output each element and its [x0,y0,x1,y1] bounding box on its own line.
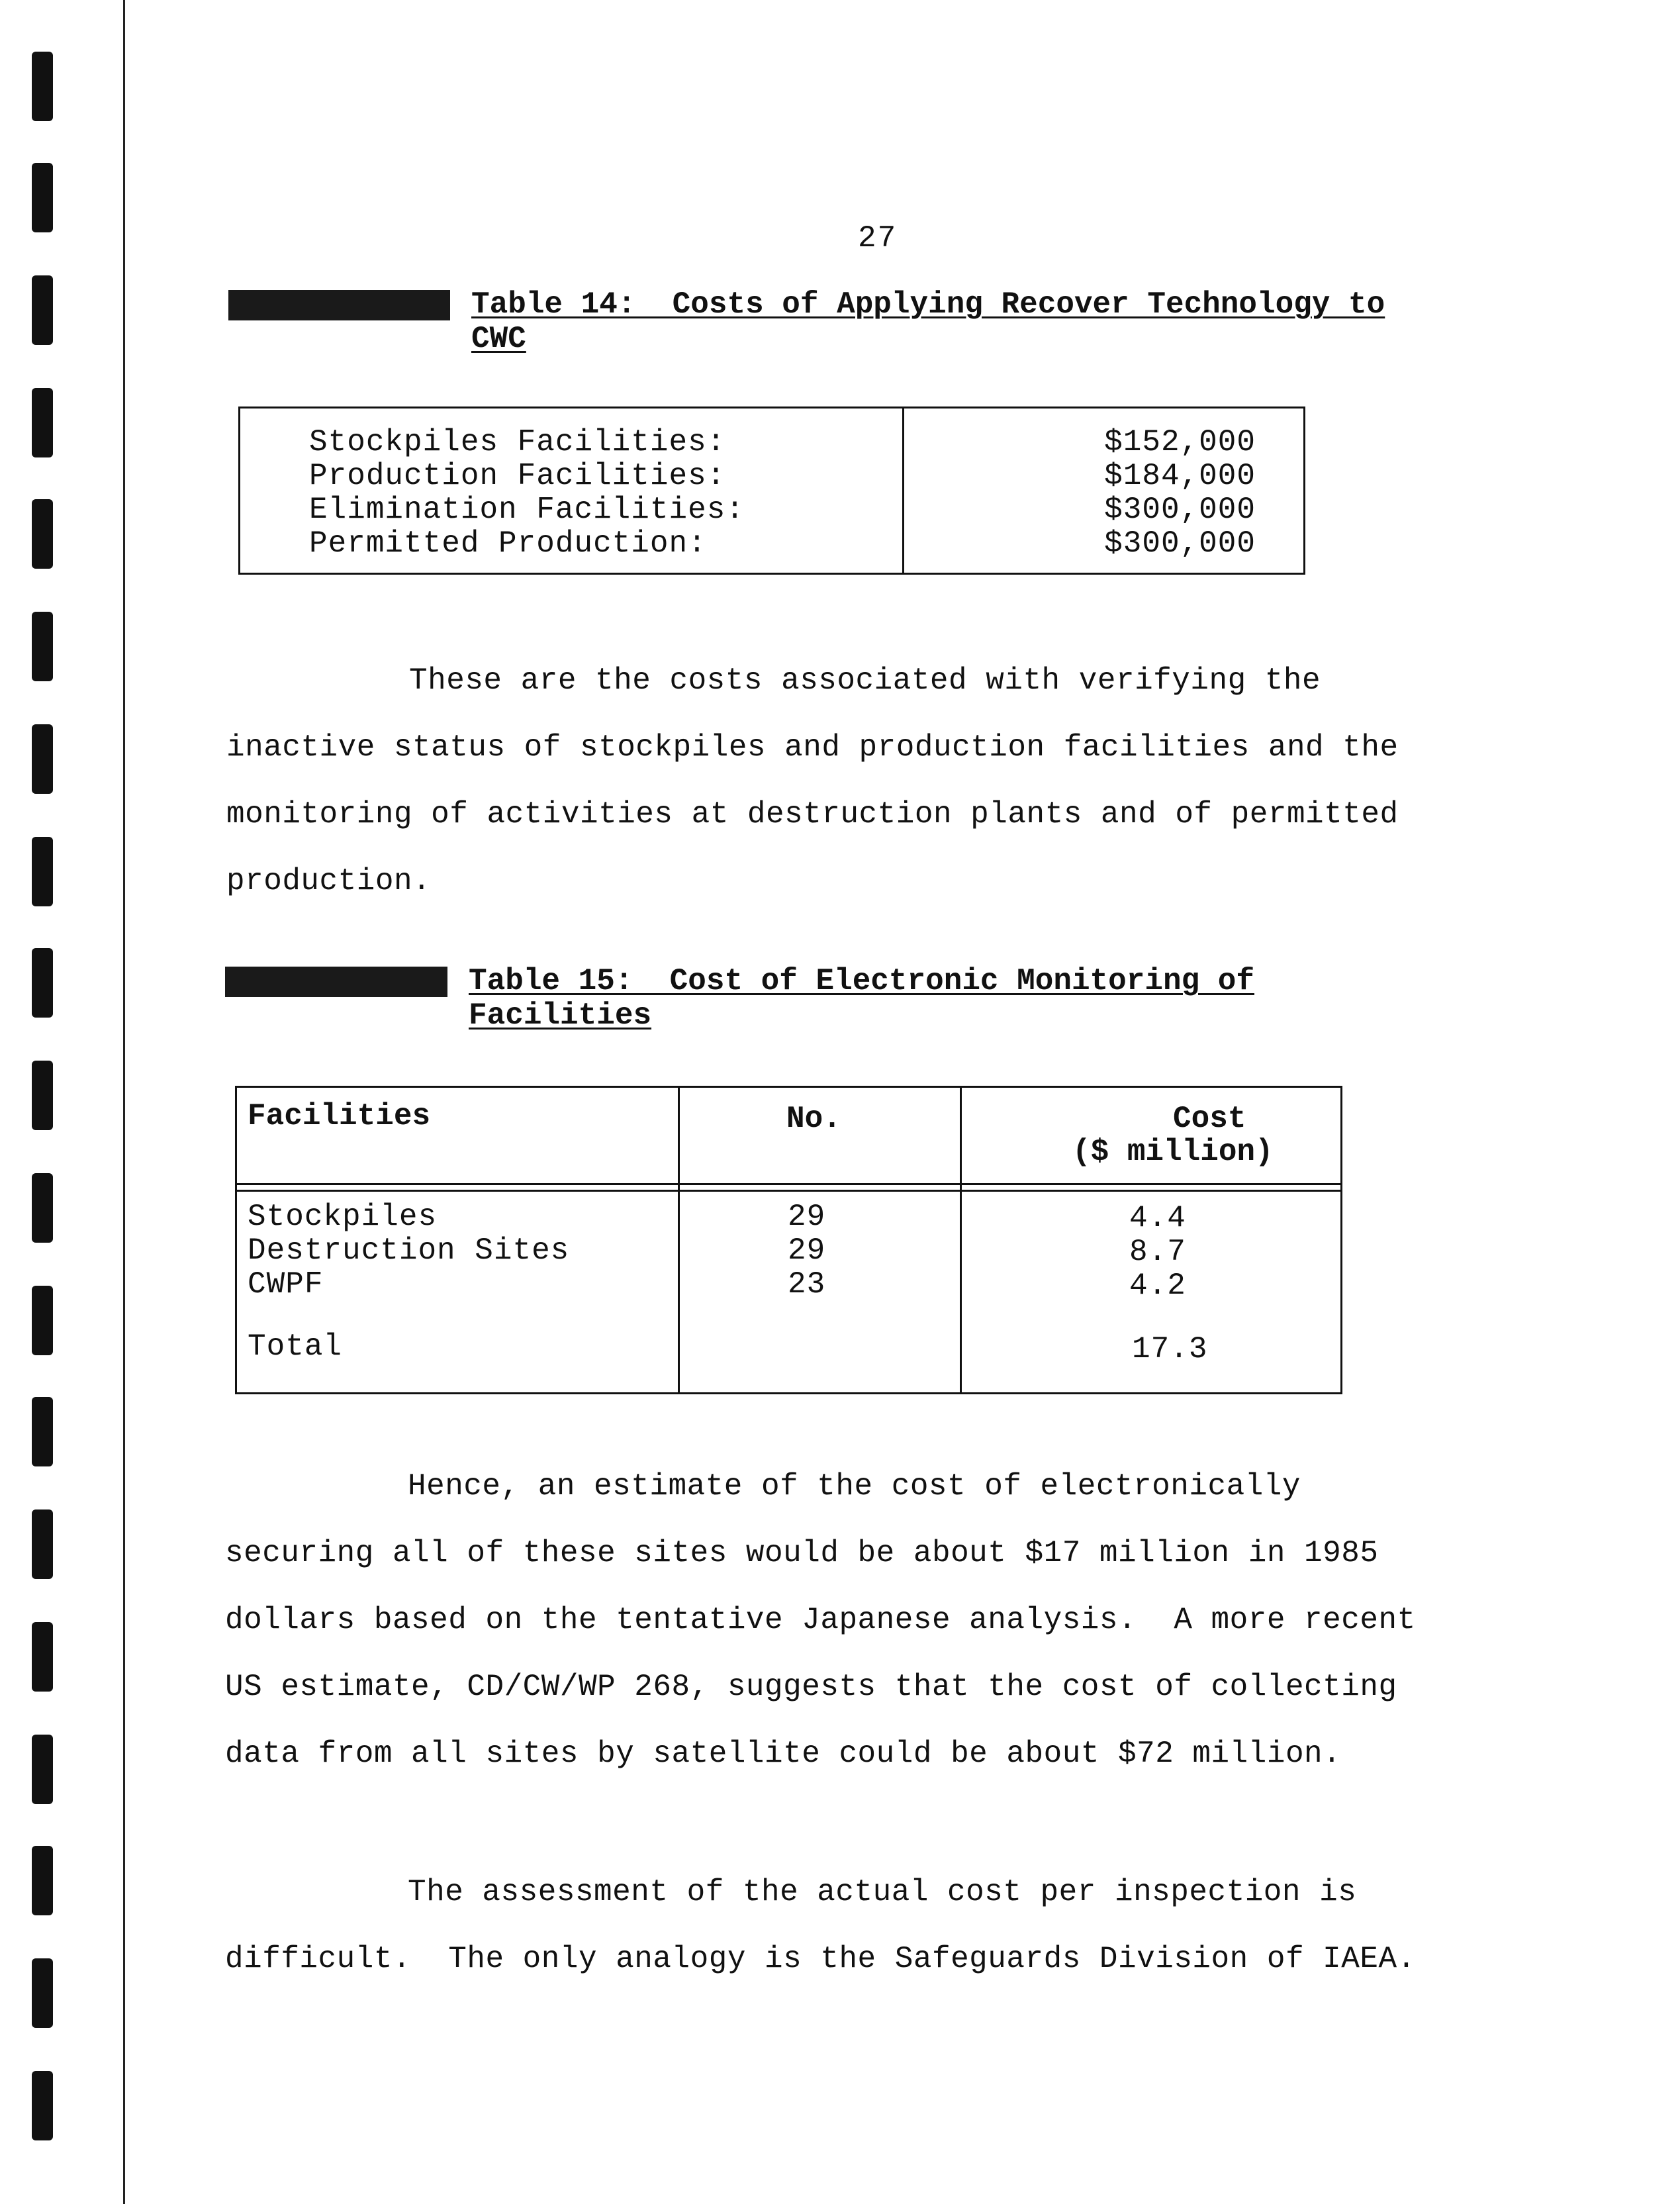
table-15-header-cost-unit: ($ million) [1072,1135,1274,1169]
table-15-facility: Stockpiles [248,1200,438,1234]
paragraph-2 [225,1453,1416,1788]
table-15-facility: CWPF [248,1267,324,1302]
table-14-label: Permitted Production: [309,526,707,561]
binder-hole-mark [32,1958,53,2028]
table-15-cost: 4.4 [1129,1201,1186,1235]
page-number: 27 [858,221,898,256]
binder-hole-mark [32,52,53,121]
binder-hole-mark [32,388,53,457]
binder-hole-mark [32,275,53,345]
table-15-header-rule [237,1183,1340,1185]
table-15-count: 23 [788,1267,826,1302]
table-14-label: Production Facilities: [309,459,726,493]
binder-hole-mark [32,1286,53,1355]
table-15-header-no: No. [786,1102,841,1136]
binder-hole-mark [32,1397,53,1466]
table-15-title [469,964,1254,1033]
table-14-value: $300,000 [1104,493,1256,527]
table-15-column-divider [678,1088,680,1392]
binder-hole-mark [32,948,53,1018]
table-15-header-cost: Cost [1173,1102,1246,1136]
paragraph-3 [225,1859,1416,1993]
table-15 [235,1086,1342,1394]
page-margin-line [123,0,125,2204]
paragraph-line: production. [226,864,432,898]
table-14-value: $152,000 [1104,425,1256,459]
table-14-value: $300,000 [1104,526,1256,561]
redaction-bar [225,967,447,997]
paragraph-line: dollars based on the tentative Japanese analysis. A more recent [225,1603,1416,1637]
paragraph-line: data from all sites by satellite could be about $72 million. [225,1737,1342,1771]
table-15-total-label: Total [248,1329,343,1364]
table-14-title-line-1: Table 14: Costs of Applying Recover Technology to [471,287,1385,322]
binder-hole-mark [32,1735,53,1804]
table-15-count: 29 [788,1200,826,1234]
table-14-values [1104,426,1256,561]
table-14-title-line-2: CWC [471,322,526,356]
binder-hole-mark [32,1622,53,1692]
paragraph-line: These are the costs associated with verifying the [409,663,1321,698]
binder-hole-mark [32,837,53,906]
paragraph-line: US estimate, CD/CW/WP 268, suggests that the cost of collecting [225,1670,1397,1704]
binder-hole-mark [32,499,53,569]
paragraph-line: The assessment of the actual cost per inspection is [408,1875,1357,1909]
table-15-header-facilities: Facilities [248,1099,431,1133]
redaction-bar [228,290,450,320]
binder-hole-mark [32,2071,53,2140]
binder-hole-mark [32,1846,53,1915]
table-15-cost: 4.2 [1129,1269,1186,1303]
table-15-header-rule [237,1190,1340,1192]
table-14-value: $184,000 [1104,459,1256,493]
paragraph-line: difficult. The only analogy is the Safeguards Division of IAEA. [225,1942,1416,1976]
binder-hole-mark [32,1061,53,1130]
paragraph-line: monitoring of activities at destruction plants and of permitted [226,797,1399,832]
table-15-column-divider [960,1088,962,1392]
table-15-facility: Destruction Sites [248,1233,570,1268]
binder-hole-mark [32,1173,53,1243]
table-15-title-line-2: Facilities [469,998,652,1033]
table-14-label: Stockpiles Facilities: [309,425,726,459]
binder-hole-mark [32,724,53,794]
table-15-title-line-1: Table 15: Cost of Electronic Monitoring of [469,964,1254,998]
binder-hole-mark [32,1509,53,1579]
paragraph-1 [226,647,1399,915]
table-15-total-cost: 17.3 [1132,1332,1208,1366]
paragraph-line: Hence, an estimate of the cost of electronically [408,1469,1301,1504]
table-15-count: 29 [788,1233,826,1268]
table-14-column-divider [902,408,904,573]
paragraph-line: securing all of these sites would be about $17 million in 1985 [225,1536,1379,1570]
table-14 [238,407,1305,575]
table-14-title [471,287,1385,356]
binder-hole-mark [32,163,53,232]
paragraph-line: inactive status of stockpiles and production facilities and the [226,730,1399,765]
table-14-label: Elimination Facilities: [309,493,745,527]
binder-hole-mark [32,612,53,681]
table-15-cost: 8.7 [1129,1235,1186,1269]
table-14-labels [309,426,745,561]
